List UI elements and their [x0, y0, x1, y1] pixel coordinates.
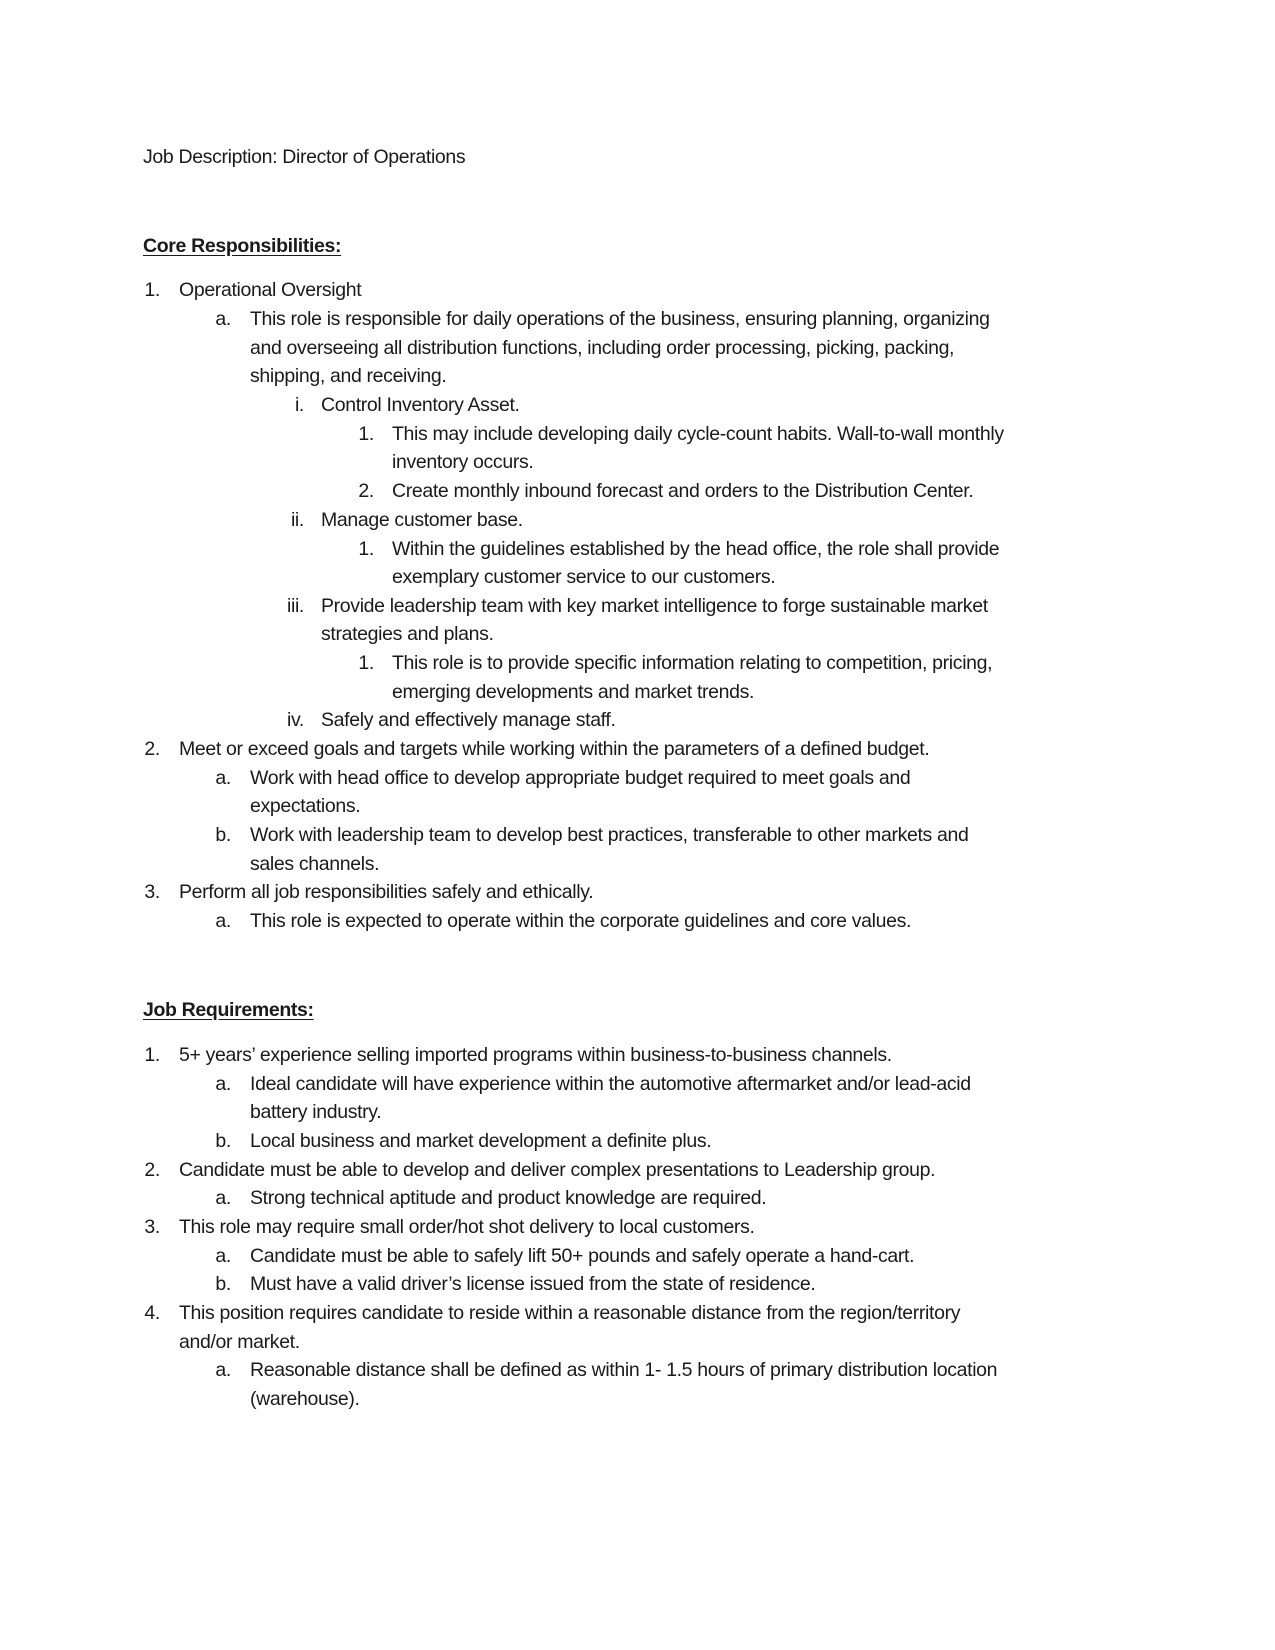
list-marker: iii.: [286, 595, 304, 617]
list-item-text: This role may require small order/hot shot delivery to local customers.: [179, 1216, 755, 1238]
list-item-text: Within the guidelines established by the head office, the role shall provide: [392, 538, 1000, 560]
list-item-text: Candidate must be able to develop and deliver complex presentations to Leadership group.: [179, 1159, 936, 1181]
list-marker: 1.: [358, 423, 374, 445]
list-marker: b.: [215, 1273, 231, 1295]
list-item-text: Operational Oversight: [179, 279, 362, 301]
list-marker: ii.: [290, 509, 304, 531]
list-item-text: and/or market.: [179, 1331, 300, 1353]
list-marker: a.: [215, 1359, 231, 1381]
list-marker: a.: [215, 910, 231, 932]
list-marker: 2.: [358, 480, 374, 502]
section-heading-job-requirements: Job Requirements:: [143, 999, 314, 1021]
list-item-text: Work with leadership team to develop best practices, transferable to other markets and: [250, 824, 969, 846]
list-item-text: Perform all job responsibilities safely and ethically.: [179, 881, 594, 903]
list-item-text: Manage customer base.: [321, 509, 523, 531]
list-marker: a.: [215, 308, 231, 330]
list-marker: 1.: [144, 1044, 160, 1066]
list-item-text: This role is expected to operate within the corporate guidelines and core values.: [250, 910, 912, 932]
section-heading-core-responsibilities: Core Responsibilities:: [143, 235, 342, 257]
list-item-text: shipping, and receiving.: [250, 365, 447, 387]
list-marker: 1.: [358, 652, 374, 674]
list-marker: iv.: [286, 709, 304, 731]
list-item-text: Meet or exceed goals and targets while working within the parameters of a defined budget.: [179, 738, 930, 760]
list-marker: 1.: [358, 538, 374, 560]
list-item-text: strategies and plans.: [321, 623, 494, 645]
list-item-text: battery industry.: [250, 1101, 382, 1123]
list-marker: a.: [215, 1187, 231, 1209]
list-item-text: Control Inventory Asset.: [321, 394, 520, 416]
list-item-text: Reasonable distance shall be defined as within 1- 1.5 hours of primary distribution location: [250, 1359, 998, 1381]
list-item-text: Local business and market development a definite plus.: [250, 1130, 712, 1152]
list-item-text: Must have a valid driver’s license issued from the state of residence.: [250, 1273, 816, 1295]
list-marker: i.: [294, 394, 304, 416]
list-item-text: Ideal candidate will have experience within the automotive aftermarket and/or lead-acid: [250, 1073, 971, 1095]
list-marker: 3.: [144, 881, 160, 903]
list-item-text: Provide leadership team with key market intelligence to forge sustainable market: [321, 595, 988, 617]
list-item-text: emerging developments and market trends.: [392, 681, 755, 703]
list-marker: 2.: [144, 1159, 160, 1181]
list-item-text: expectations.: [250, 795, 361, 817]
list-marker: 4.: [144, 1302, 160, 1324]
list-marker: a.: [215, 1245, 231, 1267]
list-item-text: Create monthly inbound forecast and orders to the Distribution Center.: [392, 480, 974, 502]
list-item-text: This may include developing daily cycle-count habits. Wall-to-wall monthly: [392, 423, 1004, 445]
list-marker: a.: [215, 1073, 231, 1095]
list-marker: 1.: [144, 279, 160, 301]
document-title: Job Description: Director of Operations: [143, 146, 466, 168]
list-item-text: and overseeing all distribution functions, including order processing, picking, packing,: [250, 337, 955, 359]
list-marker: a.: [215, 767, 231, 789]
list-item-text: sales channels.: [250, 853, 380, 875]
list-marker: b.: [215, 824, 231, 846]
list-item-text: Candidate must be able to safely lift 50+ pounds and safely operate a hand-cart.: [250, 1245, 915, 1267]
list-item-text: 5+ years’ experience selling imported programs within business-to-business channels.: [179, 1044, 892, 1066]
list-item-text: This position requires candidate to reside within a reasonable distance from the region/territory: [179, 1302, 961, 1324]
list-item-text: Work with head office to develop appropriate budget required to meet goals and: [250, 767, 911, 789]
list-item-text: Strong technical aptitude and product knowledge are required.: [250, 1187, 767, 1209]
list-item-text: inventory occurs.: [392, 451, 534, 473]
list-item-text: Safely and effectively manage staff.: [321, 709, 616, 731]
list-item-text: exemplary customer service to our customers.: [392, 566, 776, 588]
list-item-text: (warehouse).: [250, 1388, 360, 1410]
list-marker: 2.: [144, 738, 160, 760]
list-item-text: This role is responsible for daily operations of the business, ensuring planning, organizing: [250, 308, 990, 330]
list-marker: b.: [215, 1130, 231, 1152]
list-marker: 3.: [144, 1216, 160, 1238]
list-item-text: This role is to provide specific information relating to competition, pricing,: [392, 652, 993, 674]
